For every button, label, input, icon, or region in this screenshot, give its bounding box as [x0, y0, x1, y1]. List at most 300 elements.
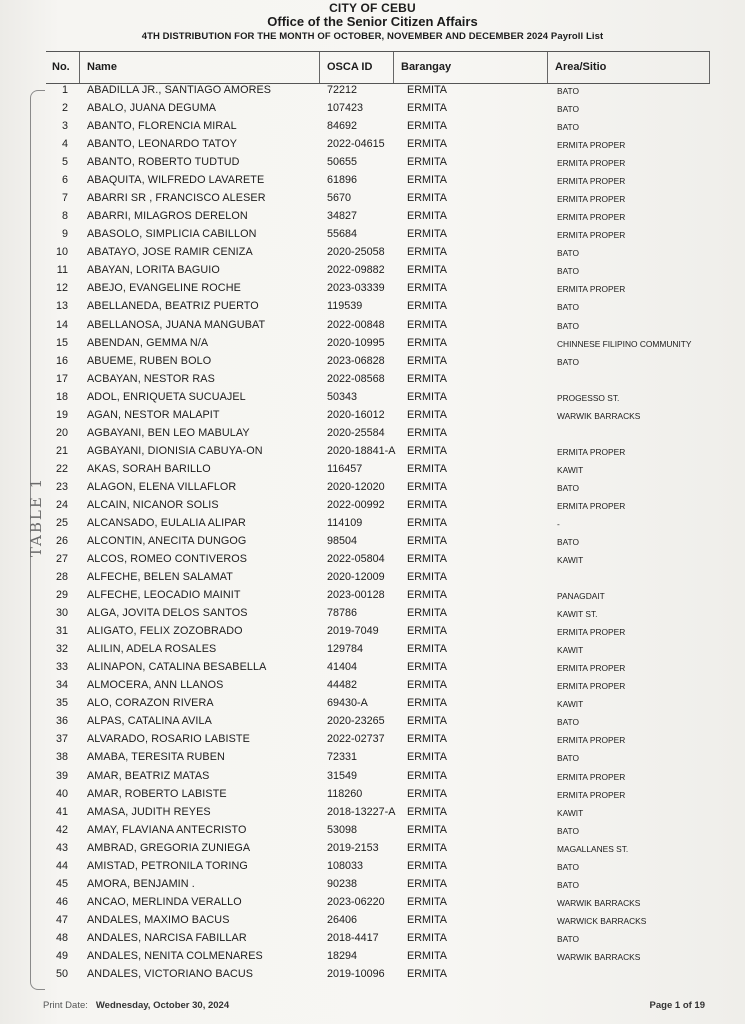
row-name: ABUEME, RUBEN BOLO	[87, 354, 212, 367]
row-barangay: ERMITA	[407, 913, 447, 926]
row-no: 5	[61, 156, 68, 169]
row-name: ANDALES, NENITA COLMENARES	[87, 949, 263, 962]
row-name: ALGA, JOVITA DELOS SANTOS	[87, 607, 248, 620]
row-area-sitio: ERMITA PROPER	[557, 771, 626, 782]
payroll-subtitle: 4TH DISTRIBUTION FOR THE MONTH OF OCTOBER, NOVEMBER AND DECEMBER 2024 Payroll List	[141, 31, 604, 42]
row-osca-id: 2020-25584	[327, 426, 385, 439]
row-area-sitio: BATO	[557, 356, 580, 367]
table-row	[0, 966, 745, 984]
row-osca-id: 2019-10096	[327, 967, 385, 980]
row-no: 39	[55, 769, 68, 782]
row-no: 17	[55, 372, 68, 385]
row-barangay: ERMITA	[407, 589, 447, 602]
table-row	[0, 100, 745, 118]
row-no: 45	[55, 877, 68, 890]
row-barangay: ERMITA	[407, 733, 447, 746]
row-osca-id: 107423	[327, 102, 364, 115]
row-no: 32	[55, 643, 68, 656]
row-name: ABANTO, LEONARDO TATOY	[87, 138, 237, 151]
row-no: 46	[55, 895, 68, 908]
row-no: 9	[61, 228, 68, 241]
row-osca-id: 2020-10995	[327, 336, 385, 349]
row-barangay: ERMITA	[407, 967, 447, 980]
row-area-sitio: -	[557, 518, 560, 529]
row-area-sitio: BATO	[557, 302, 580, 313]
row-osca-id: 119539	[327, 300, 363, 313]
row-no: 34	[55, 679, 68, 692]
row-osca-id: 50343	[327, 390, 358, 403]
table-row	[0, 623, 745, 641]
row-area-sitio: ERMITA PROPER	[557, 158, 626, 169]
row-osca-id: 2018-4417	[327, 931, 379, 944]
row-name: ABANTO, FLORENCIA MIRAL	[87, 120, 237, 133]
table-row	[0, 587, 745, 605]
row-area-sitio: WARWIK BARRACKS	[557, 410, 641, 421]
row-name: ABALO, JUANA DEGUMA	[87, 102, 217, 115]
row-barangay: ERMITA	[407, 480, 447, 493]
row-area-sitio: WARWICK BARRACKS	[557, 915, 647, 926]
row-area-sitio: BATO	[557, 86, 580, 96]
row-no: 30	[55, 607, 68, 620]
row-name: ADOL, ENRIQUETA SUCUAJEL	[87, 390, 246, 403]
table-row	[0, 840, 745, 858]
row-area-sitio: BATO	[557, 879, 580, 890]
row-barangay: ERMITA	[407, 228, 447, 241]
table-row	[0, 822, 745, 840]
row-no: 38	[55, 751, 68, 764]
table-row	[0, 858, 745, 876]
table-row	[0, 641, 745, 659]
row-area-sitio: CHINNESE FILIPINO COMMUNITY	[557, 338, 692, 349]
table-row	[0, 677, 745, 695]
row-no: 3	[61, 120, 68, 133]
col-header-area: Area/Sitio	[555, 61, 607, 73]
table-row	[0, 497, 745, 515]
row-osca-id: 2020-16012	[327, 408, 385, 421]
row-no: 24	[55, 498, 68, 511]
row-no: 13	[55, 300, 68, 313]
handwritten-table-note: TABLE 1	[27, 476, 46, 558]
row-area-sitio: ERMITA PROPER	[557, 789, 626, 800]
page-indicator: Page 1 of 19	[649, 1000, 705, 1011]
row-no: 6	[61, 174, 68, 187]
row-barangay: ERMITA	[407, 408, 447, 421]
row-name: ALCOS, ROMEO CONTIVEROS	[87, 553, 248, 566]
row-area-sitio: BATO	[557, 104, 580, 115]
row-osca-id: 2020-12009	[327, 571, 385, 584]
row-name: ALINAPON, CATALINA BESABELLA	[87, 661, 267, 674]
row-area-sitio: WARWIK BARRACKS	[557, 897, 641, 908]
row-osca-id: 98504	[327, 535, 358, 547]
row-osca-id: 2019-2153	[327, 841, 379, 854]
row-name: AMBRAD, GREGORIA ZUNIEGA	[87, 841, 251, 854]
row-no: 11	[56, 264, 68, 277]
table-row	[0, 172, 745, 190]
row-barangay: ERMITA	[407, 426, 447, 439]
row-area-sitio: KAWIT	[557, 645, 584, 656]
row-barangay: ERMITA	[407, 246, 447, 259]
row-area-sitio: BATO	[557, 482, 580, 493]
table-row	[0, 136, 745, 154]
table-header	[46, 51, 710, 84]
table-row	[0, 533, 745, 551]
row-no: 22	[55, 462, 68, 475]
row-area-sitio: BATO	[557, 122, 580, 133]
table-row	[0, 190, 745, 208]
city-heading: CITY OF CEBU	[329, 1, 416, 15]
table-row	[0, 335, 745, 353]
row-name: ALCANSADO, EULALIA ALIPAR	[87, 516, 246, 529]
row-name: ALIGATO, FELIX ZOZOBRADO	[87, 625, 243, 638]
row-osca-id: 2022-09882	[327, 264, 385, 277]
row-osca-id: 2020-25058	[327, 246, 385, 259]
row-barangay: ERMITA	[407, 751, 447, 764]
row-barangay: ERMITA	[407, 390, 447, 403]
row-area-sitio: PROGESSO ST.	[557, 392, 620, 403]
row-osca-id: 41404	[327, 661, 358, 674]
row-barangay: ERMITA	[407, 372, 447, 385]
row-name: ABANTO, ROBERTO TUDTUD	[87, 156, 240, 169]
row-name: ANDALES, NARCISA FABILLAR	[87, 931, 247, 944]
row-name: ANCAO, MERLINDA VERALLO	[87, 895, 242, 908]
row-barangay: ERMITA	[407, 192, 447, 205]
row-barangay: ERMITA	[407, 282, 447, 295]
row-barangay: ERMITA	[407, 102, 447, 115]
row-osca-id: 72331	[327, 751, 358, 764]
row-barangay: ERMITA	[407, 679, 447, 692]
row-osca-id: 2020-18841-A	[327, 444, 396, 457]
row-name: ABATAYO, JOSE RAMIR CENIZA	[87, 246, 253, 259]
row-name: ABELLANEDA, BEATRIZ PUERTO	[87, 300, 259, 313]
row-barangay: ERMITA	[407, 877, 447, 890]
row-area-sitio: ERMITA PROPER	[557, 230, 626, 241]
row-name: AMAR, BEATRIZ MATAS	[87, 769, 210, 782]
row-osca-id: 31549	[327, 769, 358, 782]
row-area-sitio: ERMITA PROPER	[557, 500, 626, 511]
row-no: 23	[55, 480, 68, 493]
row-name: ABADILLA JR., SANTIAGO AMORES	[87, 84, 272, 96]
row-osca-id: 2022-04615	[327, 138, 385, 151]
row-no: 36	[55, 715, 68, 728]
row-area-sitio: KAWIT	[557, 555, 584, 566]
row-osca-id: 118260	[327, 787, 363, 800]
row-no: 47	[55, 913, 68, 926]
table-row	[0, 804, 745, 822]
row-name: ALFECHE, BELEN SALAMAT	[87, 571, 234, 584]
table-row	[0, 930, 745, 948]
row-area-sitio: ERMITA PROPER	[557, 735, 626, 746]
row-name: ANDALES, MAXIMO BACUS	[87, 913, 230, 926]
row-name: AKAS, SORAH BARILLO	[87, 462, 211, 475]
row-no: 42	[55, 823, 68, 836]
row-barangay: ERMITA	[407, 84, 447, 96]
row-no: 8	[61, 210, 68, 223]
row-barangay: ERMITA	[407, 859, 447, 872]
table-row	[0, 659, 745, 677]
row-osca-id: 90238	[327, 877, 358, 890]
table-row	[0, 551, 745, 569]
table-row	[0, 118, 745, 136]
print-date-value: Wednesday, October 30, 2024	[95, 1000, 230, 1011]
print-date-label: Print Date:	[43, 1000, 88, 1011]
row-area-sitio: ERMITA PROPER	[557, 140, 626, 151]
row-no: 29	[55, 589, 68, 602]
row-name: ABENDAN, GEMMA N/A	[87, 336, 209, 349]
row-osca-id: 2023-06828	[327, 354, 385, 367]
row-no: 33	[55, 661, 68, 674]
table-row	[0, 317, 745, 335]
row-osca-id: 69430-A	[327, 697, 368, 710]
row-area-sitio: ERMITA PROPER	[557, 681, 626, 692]
row-no: 40	[55, 787, 68, 800]
row-no: 20	[55, 426, 68, 439]
row-name: ALMOCERA, ANN LLANOS	[87, 679, 224, 692]
row-barangay: ERMITA	[407, 138, 447, 151]
row-barangay: ERMITA	[407, 516, 447, 529]
row-barangay: ERMITA	[407, 787, 447, 800]
row-osca-id: 114109	[327, 516, 363, 529]
table-row	[0, 262, 745, 280]
row-osca-id: 129784	[327, 643, 364, 656]
row-name: ACBAYAN, NESTOR RAS	[87, 372, 215, 385]
row-osca-id: 84692	[327, 120, 358, 133]
row-barangay: ERMITA	[407, 210, 447, 223]
row-no: 16	[55, 354, 68, 367]
row-name: ALO, CORAZON RIVERA	[87, 697, 214, 710]
row-osca-id: 18294	[327, 949, 358, 962]
row-barangay: ERMITA	[407, 805, 447, 818]
row-no: 26	[55, 535, 68, 547]
row-no: 7	[61, 192, 68, 205]
row-area-sitio: ERMITA PROPER	[557, 663, 626, 674]
table-row	[0, 389, 745, 407]
row-area-sitio: ERMITA PROPER	[557, 194, 626, 205]
row-area-sitio: KAWIT	[557, 464, 584, 475]
row-name: AMAR, ROBERTO LABISTE	[87, 787, 227, 800]
row-area-sitio: ERMITA PROPER	[557, 627, 626, 638]
row-no: 44	[55, 859, 68, 872]
row-osca-id: 5670	[327, 192, 352, 205]
row-barangay: ERMITA	[407, 156, 447, 169]
row-no: 4	[61, 138, 68, 151]
table-row	[0, 280, 745, 298]
row-barangay: ERMITA	[407, 571, 447, 584]
row-name: ANDALES, VICTORIANO BACUS	[87, 967, 254, 980]
row-area-sitio: KAWIT ST.	[557, 609, 598, 620]
row-no: 37	[55, 733, 68, 746]
row-name: AMAY, FLAVIANA ANTECRISTO	[87, 823, 247, 836]
table-row	[0, 569, 745, 587]
table-row	[0, 425, 745, 443]
row-barangay: ERMITA	[407, 462, 447, 475]
row-no: 15	[55, 336, 68, 349]
row-osca-id: 2019-7049	[327, 625, 379, 638]
row-no: 31	[55, 625, 68, 638]
row-barangay: ERMITA	[407, 769, 447, 782]
row-no: 49	[55, 949, 68, 962]
row-name: ABARRI SR , FRANCISCO ALESER	[87, 192, 266, 205]
row-name: ABAQUITA, WILFREDO LAVARETE	[87, 174, 265, 187]
row-no: 25	[55, 516, 68, 529]
row-area-sitio: BATO	[557, 320, 580, 331]
table-row	[0, 749, 745, 767]
row-barangay: ERMITA	[407, 949, 447, 962]
row-barangay: ERMITA	[407, 625, 447, 638]
row-barangay: ERMITA	[407, 661, 447, 674]
row-area-sitio: MAGALLANES ST.	[557, 843, 629, 854]
row-name: ALAGON, ELENA VILLAFLOR	[87, 480, 237, 493]
row-osca-id: 2020-12020	[327, 480, 385, 493]
row-osca-id: 2022-05804	[327, 553, 385, 566]
row-barangay: ERMITA	[407, 823, 447, 836]
table-row	[0, 876, 745, 894]
row-osca-id: 50655	[327, 156, 358, 169]
table-row	[0, 605, 745, 623]
row-osca-id: 2022-08568	[327, 372, 385, 385]
row-area-sitio: WARWIK BARRACKS	[557, 951, 641, 962]
row-no: 21	[55, 444, 68, 457]
row-name: AMABA, TERESITA RUBEN	[87, 751, 225, 764]
row-barangay: ERMITA	[407, 697, 447, 710]
row-barangay: ERMITA	[407, 715, 447, 728]
row-name: ALFECHE, LEOCADIO MAINIT	[87, 589, 241, 602]
table-row	[0, 353, 745, 371]
row-name: ABELLANOSA, JUANA MANGUBAT	[87, 318, 266, 331]
row-area-sitio: BATO	[557, 861, 580, 872]
row-no: 28	[55, 571, 68, 584]
row-name: ALCAIN, NICANOR SOLIS	[87, 498, 219, 511]
row-name: ALVARADO, ROSARIO LABISTE	[87, 733, 250, 746]
row-no: 18	[55, 390, 68, 403]
row-osca-id: 2023-06220	[327, 895, 385, 908]
row-area-sitio: KAWIT	[557, 699, 584, 710]
table-row	[0, 407, 745, 425]
col-header-no: No.	[52, 61, 70, 73]
row-no: 41	[55, 805, 68, 818]
table-row	[0, 894, 745, 912]
row-osca-id: 108033	[327, 859, 364, 872]
row-barangay: ERMITA	[407, 895, 447, 908]
row-no: 43	[55, 841, 68, 854]
col-header-name: Name	[87, 61, 117, 73]
row-osca-id: 2023-00128	[327, 589, 385, 602]
row-no: 2	[61, 102, 68, 115]
table-row	[0, 154, 745, 172]
row-no: 50	[55, 967, 68, 980]
row-barangay: ERMITA	[407, 553, 447, 566]
table-row	[0, 461, 745, 479]
row-name: ABAYAN, LORITA BAGUIO	[87, 264, 220, 277]
row-area-sitio: ERMITA PROPER	[557, 446, 626, 457]
table-row	[0, 731, 745, 749]
row-name: AMISTAD, PETRONILA TORING	[87, 859, 248, 872]
row-area-sitio: BATO	[557, 266, 580, 277]
row-barangay: ERMITA	[407, 607, 447, 620]
table-row	[0, 786, 745, 804]
row-osca-id: 55684	[327, 228, 358, 241]
table-row	[0, 208, 745, 226]
row-osca-id: 2022-00848	[327, 318, 385, 331]
row-no: 35	[55, 697, 68, 710]
row-barangay: ERMITA	[407, 444, 447, 457]
row-osca-id: 26406	[327, 913, 358, 926]
row-name: AGAN, NESTOR MALAPIT	[87, 408, 220, 421]
table-row	[0, 948, 745, 966]
row-area-sitio: ERMITA PROPER	[557, 212, 626, 223]
row-osca-id: 2022-00992	[327, 498, 385, 511]
row-name: ALILIN, ADELA ROSALES	[87, 643, 217, 656]
table-row	[0, 479, 745, 497]
row-barangay: ERMITA	[407, 535, 447, 547]
row-name: AMASA, JUDITH REYES	[87, 805, 211, 818]
row-osca-id: 2018-13227-A	[327, 805, 396, 818]
row-area-sitio: BATO	[557, 753, 580, 764]
row-name: AGBAYANI, BEN LEO MABULAY	[87, 426, 250, 439]
row-barangay: ERMITA	[407, 264, 447, 277]
row-osca-id: 61896	[327, 174, 358, 187]
print-date	[43, 1000, 229, 1011]
row-barangay: ERMITA	[407, 336, 447, 349]
row-area-sitio: ERMITA PROPER	[557, 284, 626, 295]
office-heading: Office of the Senior Citizen Affairs	[267, 14, 478, 29]
row-name: AGBAYANI, DIONISIA CABUYA-ON	[87, 444, 263, 457]
row-area-sitio: BATO	[557, 537, 580, 547]
row-area-sitio: BATO	[557, 248, 580, 259]
row-no: 14	[55, 318, 68, 331]
row-osca-id: 44482	[327, 679, 358, 692]
row-barangay: ERMITA	[407, 318, 447, 331]
row-area-sitio: ERMITA PROPER	[557, 176, 626, 187]
table-row	[0, 226, 745, 244]
table-row	[0, 768, 745, 786]
row-osca-id: 2023-03339	[327, 282, 385, 295]
row-area-sitio: KAWIT	[557, 807, 584, 818]
table-row	[0, 912, 745, 930]
row-no: 12	[55, 282, 68, 295]
row-name: ALPAS, CATALINA AVILA	[87, 715, 212, 728]
row-no: 27	[55, 553, 68, 566]
row-osca-id: 34827	[327, 210, 358, 223]
row-osca-id: 2020-23265	[327, 715, 385, 728]
row-osca-id: 72212	[327, 84, 358, 96]
row-name: ABARRI, MILAGROS DERELON	[87, 210, 248, 223]
row-name: ABEJO, EVANGELINE ROCHE	[87, 282, 241, 295]
row-barangay: ERMITA	[407, 643, 447, 656]
row-barangay: ERMITA	[407, 498, 447, 511]
row-name: AMORA, BENJAMIN .	[87, 877, 195, 890]
row-area-sitio: BATO	[557, 717, 580, 728]
row-barangay: ERMITA	[407, 931, 447, 944]
table-row	[0, 695, 745, 713]
row-barangay: ERMITA	[407, 300, 447, 313]
row-barangay: ERMITA	[407, 174, 447, 187]
row-area-sitio: PANAGDAIT	[557, 591, 605, 602]
row-osca-id: 53098	[327, 823, 358, 836]
table-row	[0, 713, 745, 731]
table-row	[0, 82, 745, 100]
row-name: ABASOLO, SIMPLICIA CABILLON	[87, 228, 257, 241]
table-row	[0, 244, 745, 262]
row-area-sitio: BATO	[557, 933, 580, 944]
table-row	[0, 371, 745, 389]
row-barangay: ERMITA	[407, 120, 447, 133]
row-barangay: ERMITA	[407, 841, 447, 854]
col-header-osca-id: OSCA ID	[327, 61, 373, 73]
col-header-barangay: Barangay	[401, 61, 452, 73]
row-no: 19	[55, 408, 68, 421]
row-barangay: ERMITA	[407, 354, 447, 367]
row-osca-id: 78786	[327, 607, 358, 620]
